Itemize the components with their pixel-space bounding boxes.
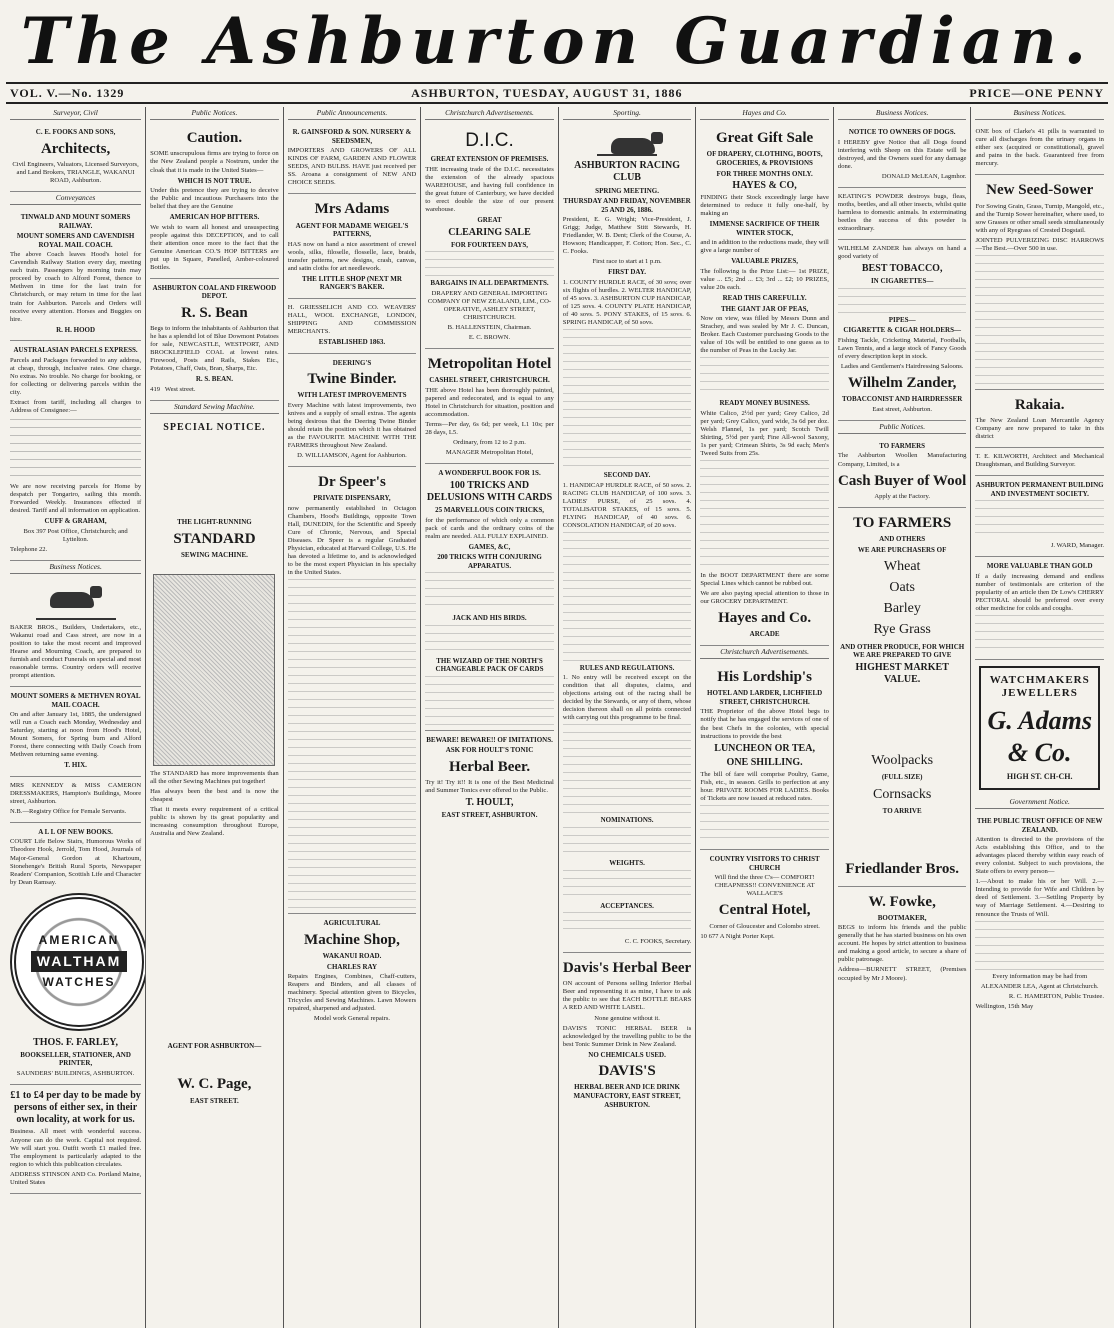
hop-bitters-caution-ad bbox=[150, 123, 279, 279]
ad-address: Address—BURNETT STREET, (Premises occupied by Mr J Moore). bbox=[837, 966, 967, 982]
ad-brand: DEERING'S bbox=[332, 358, 372, 367]
great-gift-sale-ad bbox=[700, 123, 829, 646]
issue-date: ASHBURTON, TUESDAY, AUGUST 31, 1886 bbox=[411, 85, 683, 100]
ad-trade: BOOTMAKER, bbox=[877, 913, 927, 922]
column-heading: Business Notices. bbox=[838, 107, 967, 120]
ad-body: BAKER BROS., Builders, Undertakers, etc., Wakanui road and Cass street, are now in a position to take the most recent and improved Hearse and Mourning Coach, are prepared to furnish and conduct Funerals on special and most reasonable terms. Country orders will receive prompt attention. bbox=[10, 623, 142, 679]
ad-no-chemicals: NO CHEMICALS USED. bbox=[588, 1050, 666, 1059]
ad-sacrifice: IMMENSE SACRIFICE OF THEIR WINTER STOCK, bbox=[709, 220, 820, 237]
ad-signature: R. S. BEAN. bbox=[195, 375, 233, 384]
waltham-watch-engraving bbox=[10, 893, 145, 1031]
ad-signature: D. WILLIAMSON, Agent for Ashburton. bbox=[297, 452, 407, 460]
ad-title: TINWALD AND MOUNT SOMERS RAILWAY. bbox=[20, 213, 131, 230]
ad-title: TO FARMERS bbox=[879, 441, 926, 450]
ad-footer: Model work General repairs. bbox=[313, 1015, 391, 1023]
ad-title: BOOKSELLER, STATIONER, AND PRINTER, bbox=[20, 1050, 131, 1068]
ad-subtitle: SPRING MEETING. bbox=[595, 186, 659, 195]
rakaia-ad bbox=[975, 390, 1104, 448]
section-heading: Business Notices. bbox=[10, 561, 141, 574]
twine-binder-ad bbox=[288, 354, 417, 468]
ad-wheat: Wheat bbox=[883, 559, 921, 575]
ad-body: KEATING'S POWDER destroys bugs, fleas, moths, beetles, and all other insects, whilst quite harmless to domestic animals. In exterminating beetles the success of this powder is extraordinary. bbox=[837, 192, 967, 232]
central-hotel-ad bbox=[700, 850, 829, 947]
masthead bbox=[6, 4, 1108, 80]
ad-read-carefully: READ THIS CAREFULLY. bbox=[722, 294, 807, 303]
ad-product: SEWING MACHINE. bbox=[180, 551, 248, 560]
ad-signature: ADDRESS STINSON AND Co. Portland Maine, United States bbox=[10, 1170, 142, 1186]
ad-body: THE increasing trade of the D.I.C. necessitates the extension of the already spacious WAREHOUSE, and having full confidence in the great future of Canterbury, we have decided to erect double the size of our present warehouse. bbox=[425, 165, 554, 213]
fowke-bootmaker-ad bbox=[838, 887, 967, 989]
acceptances-heading: ACCEPTANCES. bbox=[600, 901, 654, 910]
cherry-pectoral-ad bbox=[975, 557, 1104, 660]
ad-ready-money: READY MONEY BUSINESS. bbox=[719, 399, 810, 408]
ad-games: GAMES, &C, bbox=[468, 542, 511, 551]
ad-address: HIGH ST. CH-CH. bbox=[1006, 772, 1073, 782]
ad-wizard: THE WIZARD OF THE NORTH'S CHANGEABLE PACK OF CARDS bbox=[435, 656, 544, 674]
ad-dateline: Wellington, 15th May bbox=[975, 1002, 1034, 1010]
price: PRICE—ONE PENNY bbox=[969, 85, 1104, 100]
ad-hotel-name: Central Hotel, bbox=[718, 902, 811, 919]
ad-harrows: JOINTED PULVERIZING DISC HARROWS—The Best.—Over 500 in use. bbox=[975, 236, 1104, 252]
tariff-table bbox=[10, 419, 141, 479]
ad-body-2: Under this pretence they are trying to deceive the Public and incautious Purchasers into the belief that they are the Genuine bbox=[150, 187, 279, 211]
ad-woolpacks: Woolpacks bbox=[871, 752, 934, 768]
ad-signature: C. C. FOOKS, Secretary. bbox=[624, 938, 692, 946]
ad-list: 1.—About to make his or her Will. 2.—Intending to provide for Wife and Children by deed of Settlement. 3.—Settling Property by way of Marriage Settlement. 4.—Desiring to renounce the Trusts of Will. bbox=[975, 878, 1104, 918]
ad-body-3: We wish to warn all honest and unsuspecting people against this DECEPTION, and to call their attention once more to the fact that the Genuine American CO.'S HOP BITTERS are put up in Square, Panelled, Amber-coloured Bottles. bbox=[150, 223, 279, 271]
parcels-express-ad bbox=[10, 341, 141, 561]
ad-body: The STANDARD has more improvements than all the other Sewing Machines put together! bbox=[150, 769, 279, 785]
watch-text-top: AMERICAN bbox=[38, 933, 120, 948]
ad-footer: THE LITTLE SHOP (NEXT MR RANGER'S BAKER. bbox=[302, 274, 402, 292]
tariff-note: We are now receiving parcels for Home by despatch per Tongariro, sailing this month. Forwarded Weekly. Insurances effected if desired. Tariff and all information on application. bbox=[10, 482, 142, 514]
ad-subtitle: WAKANUI ROAD. bbox=[322, 952, 382, 961]
ad-prizes: The following is the Prize List:— 1st PRIZE, value ... £5; 2nd ... £3; 3rd ... £2; 10 PRIZES, value 20s each. bbox=[700, 267, 829, 292]
ad-rye-grass: Rye Grass bbox=[873, 622, 931, 638]
ad-fishing: Fishing Tackle, Cricketing Material, Footballs, Lawn Tennis, and a large stock of Fancy Goods of every description kept in stock. bbox=[837, 336, 967, 360]
ad-genuine: None genuine without it. bbox=[594, 1014, 660, 1022]
ad-body: now permanently established in Octagon Chambers, Hood's Buildings, opposite Town Hall, DUNEDIN, for the Scientific and Speedy Cure of Chronic, Nervous, and Special Diseases. Dr Speer is a regular Graduated Physician, educated at Harvard College, U.S. He has devoted a lifetime to, and is acknowledged to be the most expert Physician in his specialty in the United States. bbox=[287, 504, 417, 577]
ad-prefix: AGRICULTURAL bbox=[323, 919, 381, 928]
nominations-heading: NOMINATIONS. bbox=[600, 816, 654, 825]
ad-purchasers: WE ARE PURCHASERS OF bbox=[857, 545, 947, 554]
ad-name: W. Fowke, bbox=[868, 893, 936, 910]
ad-emphasis: WHICH IS NOT TRUE. bbox=[177, 176, 252, 185]
ad-cornsacks: Cornsacks bbox=[873, 786, 932, 802]
ad-intro: WILHELM ZANDER has always on hand a good variety of bbox=[837, 244, 967, 261]
keatings-powder-ad bbox=[838, 188, 967, 240]
column-heading: Sporting. bbox=[563, 107, 692, 120]
ad-signature: J. WARD, Manager. bbox=[1050, 542, 1104, 550]
ad-body-2: and in addition to the reductions made, they will give a large number of bbox=[700, 239, 829, 255]
methven-coach-ad bbox=[10, 687, 141, 777]
ad-title: SPECIAL NOTICE. bbox=[163, 422, 266, 434]
ad-body: H. GRIESSELICH AND CO. WEAVERS' HALL, WOOL EXCHANGE, LONDON, SHIPPING AND COMMISSION MERCHANTS. bbox=[287, 303, 417, 335]
ad-beware: BEWARE! BEWARE!! OF IMITATIONS. bbox=[426, 735, 553, 744]
ad-body: I HEREBY give Notice that all Dogs found interfering with Sheep on this Estate will be destroyed, and the Owners sued for any damage done. bbox=[837, 138, 967, 170]
section-heading: Public Notices. bbox=[838, 421, 967, 434]
ad-body: Begs to inform the inhabitants of Ashburton that he has a splendid lot of Blue Dowmont Potatoes for sale, NEWCASTLE, WESTPORT, AND BROCKLEFIELD COAL at lowest rates. Firewood, Posts and Rails, Stakes Etc., Potatoes, Chaff, Oats, Bran, Sharps, Etc. bbox=[150, 325, 279, 373]
ad-apply: Apply at the Factory. bbox=[874, 492, 930, 500]
ad-valuable: VALUABLE PRIZES, bbox=[731, 257, 798, 266]
column-heading: Hayes and Co. bbox=[700, 107, 829, 120]
ad-signature: Friedlander Bros. bbox=[845, 861, 959, 878]
second-day-races: 1. HANDICAP HURDLE RACE, of 50 sovs. 2. RACING CLUB HANDICAP, of 100 sovs. 3. LADIES' PURSE, of 25 sovs. 4. TOTALISATOR STAKES, of 15 sovs. 5. FLYING HANDICAP, of 40 sovs. 6. CONSOLATION HANDICAP, of 20 sovs. bbox=[562, 481, 692, 529]
column-heading: Christchurch Advertisements. bbox=[425, 107, 554, 120]
ad-name: Wilhelm Zander, bbox=[847, 374, 957, 391]
column-heading: Surveyor, Civil bbox=[10, 107, 141, 120]
ad-title: Great Gift Sale bbox=[716, 130, 814, 147]
ad-subtitle: CASHEL STREET, CHRISTCHURCH. bbox=[429, 376, 550, 385]
ad-chairman: B. HALLENSTEIN, Chairman. bbox=[447, 323, 532, 331]
ad-address: SAUNDERS' BUILDINGS, ASHBURTON. bbox=[16, 1069, 135, 1077]
ad-title: AUSTRALASIAN PARCELS EXPRESS. bbox=[13, 346, 138, 355]
gainsford-seeds-ad bbox=[288, 123, 417, 194]
ad-body: SOME unscrupulous firms are trying to force on the New Zealand people a Nostrum, under the cloak that it is made in the United States— bbox=[150, 150, 279, 174]
first-day-races: 1. COUNTY HURDLE RACE, of 30 sovs; over six flights of hurdles. 2. WELTER HANDICAP, of 45 sovs. 3. ASHBURTON CUP HANDICAP, of 125 sovs. 4. COUNTY PLATE HANDICAP, of 40 sovs. 5. PONY STAKES, of 15 sovs. 6. SPRING HANDICAP, of 50 sovs. bbox=[562, 278, 692, 326]
ad-jack: JACK AND HIS BIRDS. bbox=[452, 614, 527, 623]
ad-subtitle: HOTEL AND LARDER, LICHFIELD STREET, CHRISTCHURCH. bbox=[707, 689, 823, 706]
produce-ad bbox=[838, 508, 967, 887]
ad-title: TO FARMERS bbox=[853, 514, 952, 531]
ad-signature: Hayes and Co. bbox=[718, 610, 812, 627]
ad-title: R. GAINSFORD & SON. NURSERY & SEEDSMEN, bbox=[292, 128, 412, 145]
racing-club-ad bbox=[563, 123, 692, 953]
ad-jar-body: Now on view, was filled by Messrs Dunn and Strachey, and was sealed by Mr J. C. Duncan, Broker. Each Customer purchasing Goods to the value of 10s will be entitled to one guess as to the number of Peas in the Lucky Jar. bbox=[700, 315, 829, 355]
ad-terms: Terms—Per day, 6s 6d; per week, L1 10s; per 28 days, L5. bbox=[425, 420, 554, 436]
column-7 bbox=[833, 107, 971, 1328]
ad-body: The Ashburton Woollen Manufacturing Company, Limited, is a bbox=[837, 452, 967, 468]
zander-tobacco-ad bbox=[838, 240, 967, 421]
ad-title: Machine Shop, bbox=[304, 931, 400, 948]
ad-hairdressing: Ladies and Gentlemen's Hairdressing Saloons. bbox=[840, 362, 964, 370]
ad-conjuring: 200 TRICKS WITH CONJURING APPARATUS. bbox=[437, 553, 542, 570]
ad-title: ASHBURTON COAL AND FIREWOOD DEPOT. bbox=[152, 283, 277, 301]
ad-to-arrive: TO ARRIVE bbox=[882, 806, 922, 815]
dateline bbox=[6, 82, 1108, 104]
adams-jewellers-ad bbox=[979, 666, 1100, 790]
ad-title: ASHBURTON RACING CLUB bbox=[574, 160, 680, 184]
ad-body: ON account of Persons selling Inferior Herbal Beer and representing it as mine, I have to ask the public to see that EACH BOTTLE BEARS A RED AND WHITE LABEL. bbox=[562, 980, 692, 1012]
ad-address: Box 397 Post Office, Christchurch; and Lyttelton. bbox=[23, 527, 128, 543]
ad-body: MRS KENNEDY & MISS CAMERON DRESSMAKERS, Hampton's Buildings, Moore street, Ashburton. bbox=[10, 781, 142, 805]
ad-body-2: Has always been the best and is now the cheapest bbox=[150, 787, 279, 803]
ad-great: GREAT bbox=[477, 216, 502, 225]
column-6 bbox=[695, 107, 833, 1328]
rules-body: 1. No entry will be received except on the condition that all disputes, claims, and objections arising out of the racing shall be decided by the Stewards, or any of them, whose decision thereon shall on all points connected with carrying out this programme to be final. bbox=[562, 674, 692, 722]
ad-body: THE above Hotel has been thoroughly painted, papered and redecorated, and is equal to any Hotel in Christchurch for situation, position and accommodation. bbox=[425, 386, 554, 418]
ad-period: FOR THREE MONTHS ONLY. bbox=[716, 169, 813, 178]
mrs-adams-ad bbox=[288, 194, 417, 299]
ad-subtitle: AGENT FOR MADAME WEIGEL'S PATTERNS, bbox=[295, 221, 409, 239]
ad-first-race: First race to start at 1 p.m. bbox=[592, 258, 662, 266]
ad-subtitle: THE LIGHT-RUNNING bbox=[177, 518, 252, 527]
ad-title: Rakaia. bbox=[1014, 396, 1065, 413]
ad-clearing: CLEARING SALE bbox=[448, 226, 531, 238]
ad-full-size: (FULL SIZE) bbox=[881, 773, 923, 782]
baker-bros-ad bbox=[10, 577, 141, 687]
ad-address: Corner of Gloucester and Colombo street. bbox=[709, 922, 820, 930]
ad-subtitle: WITH LATEST IMPROVEMENTS bbox=[297, 391, 407, 400]
ad-title: Caution. bbox=[186, 130, 243, 147]
column-heading: Public Announcements. bbox=[288, 107, 417, 120]
dogs-notice-ad bbox=[838, 123, 967, 188]
ad-ordinary: Ordinary, from 12 to 2 p.m. bbox=[453, 439, 526, 447]
ad-signature: T. HOULT, bbox=[465, 797, 514, 809]
ad-title: COUNTRY VISITORS TO CHRIST CHURCH bbox=[709, 855, 820, 872]
ad-grocery: We are also paying special attention to those in our GROCERY DEPARTMENT. bbox=[700, 590, 829, 606]
ad-body: The New Zealand Loan Mercantile Agency Company are now prepared to take in this district bbox=[975, 417, 1104, 441]
ad-signature: R. H. HOOD bbox=[56, 325, 96, 334]
ad-title: A L L OF NEW BOOKS. bbox=[38, 827, 113, 836]
ad-apply: Every information may be had from bbox=[992, 972, 1088, 980]
section-heading: Standard Sewing Machine. bbox=[150, 401, 279, 414]
ad-other-produce: AND OTHER PRODUCE, FOR WHICH WE ARE PREPARED TO GIVE bbox=[840, 642, 965, 660]
watch-text-mid: WALTHAM bbox=[31, 951, 128, 972]
ad-body-continued bbox=[288, 579, 417, 909]
ad-name: HAYES & CO, bbox=[732, 180, 797, 192]
ad-body: Repairs Engines, Combines, Chaff-cutters, Reapers and Binders, and all classes of machinery. Special attention given to Bicycles, Tricycles and Sewing Machines. Lawn Mowers repaired, sharpened and adjusted. bbox=[287, 973, 417, 1013]
ad-body: For Sowing Grain, Grass, Turnip, Mangold, etc., and the Turnip Sower hereinafter, where used, to sow Grasses or other small seeds simultaneously with any of Ryegrass of Crested Dogstail. bbox=[975, 202, 1104, 234]
ad-title: Davis's Herbal Beer bbox=[562, 960, 692, 977]
dr-speer-ad bbox=[288, 467, 417, 914]
ad-body: COURT Life Below Stairs, Humorous Works of Theodore Hook, Jerrold, Tom Hood, Journals of Major-General Gordon at Khartoum, Stonehenge's British Rural Sports, Newspaper Readers' Companion, Scottish Life and Character by Dean Ramsay. bbox=[10, 838, 142, 886]
ad-body: Every Machine with latest improvements, two knives and a supply of small extras. The agents being desirous that the Deering Twine Binder should retain the position which it has obtained as the FAVOURITE MACHINE WITH THE FARMERS throughout New Zealand. bbox=[287, 401, 417, 450]
ad-body: for the performance of which only a common pack of cards and the ordinary coins of the realm are needed. ALL FULLY EXPLAINED. bbox=[425, 516, 554, 540]
agent-street: EAST STREET. bbox=[190, 1096, 239, 1105]
ad-body: On and after January 1st, 1885, the undersigned will run a Coach each Monday, Wednesday and Saturday, starting at noon from Hood's Hotel, Mount Somers, for Spring burn and Alford Forest, there connecting with Daily Coach from Methven returning same evening. bbox=[10, 711, 142, 759]
seed-sower-ad bbox=[975, 175, 1104, 389]
ad-title: MOUNT SOMERS & METHVEN ROYAL MAIL COACH. bbox=[10, 692, 141, 709]
ad-signature: T. HIX. bbox=[64, 761, 87, 770]
ad-logo: G. Adams & Co. bbox=[987, 705, 1092, 767]
ad-trade: TOBACCONIST AND HAIRDRESSER bbox=[841, 395, 963, 404]
ad-body: ONE box of Clarke's 41 pills is warranted to cure all discharges from the urinary organs in either sex (acquired or constitutional), gravel and pains in the back. Guaranteed free from mercury. bbox=[975, 128, 1104, 168]
kilworth-ad bbox=[975, 448, 1104, 476]
coach-ad bbox=[10, 208, 141, 341]
section-heading: Christchurch Advertisements. bbox=[700, 646, 829, 659]
clarkes-pills-ad bbox=[975, 123, 1104, 175]
sewing-machine-engraving bbox=[153, 574, 275, 766]
ad-body-2: Extract from tariff, including all charges to Address of Consignee:— bbox=[10, 398, 142, 414]
ad-pipes: PIPES— bbox=[888, 315, 916, 324]
ad-boot-dept: In the BOOT DEPARTMENT there are some Special Lines which cannot be rubbed out. bbox=[700, 572, 829, 588]
hearse-engraving bbox=[36, 584, 116, 620]
griesselich-ad bbox=[288, 299, 417, 354]
ad-subtitle: PRIVATE DISPENSARY, bbox=[313, 494, 391, 503]
ad-body-3: That it meets every requirement of a critical public is shown by its great popularity and increasing consumption throughout Europe, Australia and New Zealand. bbox=[150, 805, 279, 837]
ad-body: Attention is directed to the provisions of the Acts establishing this Office, and to the advantages placed thereby within easy reach of every colonist. Subject to such provisions, the State offers to every person— bbox=[975, 836, 1104, 876]
ad-title: Metropolitan Hotel bbox=[427, 356, 552, 372]
building-society-ad bbox=[975, 476, 1104, 557]
ad-footer-trade: HERBAL BEER AND ICE DRINK MANUFACTORY, EAST STREET, ASHBURTON. bbox=[573, 1083, 681, 1109]
column-2 bbox=[145, 107, 283, 1328]
ad-title: D.I.C. bbox=[465, 130, 514, 152]
ad-giant-jar: THE GIANT JAR OF PEAS, bbox=[720, 304, 809, 313]
ad-note: N.B.—Registry Office for Female Servants. bbox=[10, 807, 127, 815]
ad-title: A WONDERFUL BOOK FOR 1S. bbox=[438, 469, 541, 478]
ad-tricks: 100 TRICKS AND DELUSIONS WITH CARDS bbox=[426, 479, 553, 503]
metropolitan-hotel-ad bbox=[425, 349, 554, 464]
ad-and-others: AND OTHERS bbox=[879, 535, 926, 544]
agent-label: AGENT FOR ASHBURTON— bbox=[167, 1041, 262, 1050]
ad-agent: ALEXANDER LEA, Agent at Christchurch. bbox=[980, 982, 1099, 990]
ad-body: IMPORTERS AND GROWERS OF ALL KINDS OF FARM, GARDEN AND FLOWER SEEDS, AND BULBS. HAVE just received per SS. Aroana a consignment of NEW AND CHOICE SEEDS. bbox=[287, 147, 417, 187]
ad-title: Dr Speer's bbox=[318, 474, 386, 491]
wonderful-book-ad bbox=[425, 464, 554, 731]
ad-footer bbox=[150, 386, 279, 394]
column-4 bbox=[420, 107, 558, 1328]
ad-body: BEGS to inform his friends and the public generally that he has started business on his own account. He hopes by strict attention to business and making a good article, to secure a share of public patronage. bbox=[837, 924, 967, 964]
ad-address: EAST STREET, ASHBURTON. bbox=[441, 811, 538, 820]
ad-title: THE PUBLIC TRUST OFFICE OF NEW ZEALAND. bbox=[976, 817, 1103, 834]
ad-subtitle: OF DRAPERY, CLOTHING, BOOTS, GROCERIES, & PROVISIONS bbox=[706, 150, 823, 167]
ad-subtitle: GREAT EXTENSION OF PREMISES. bbox=[430, 155, 549, 164]
column-8 bbox=[970, 107, 1108, 1328]
ad-period: FOR FOURTEEN DAYS, bbox=[450, 240, 529, 249]
woollen-company-ad bbox=[838, 437, 967, 508]
ad-title: Herbal Beer. bbox=[448, 758, 531, 775]
ad-street: West street. bbox=[164, 385, 196, 393]
ad-title: Twine Binder. bbox=[307, 371, 397, 388]
ad-signature: R. C. HAMERTON, Public Trustee. bbox=[1008, 992, 1104, 1000]
ad-ask: ASK FOR HOULT'S TONIC bbox=[445, 746, 534, 755]
ad-signature: DONALD McLEAN, Lagmhor. bbox=[881, 172, 967, 180]
ad-company: DRAPERY AND GENERAL IMPORTING COMPANY OF NEW ZEALAND, LIM., CO-OPERATIVE, ASHLEY STREET, CHRISTCHURCH. bbox=[427, 289, 552, 321]
columns bbox=[6, 107, 1108, 1328]
column-heading: Business Notices. bbox=[975, 107, 1104, 120]
ad-coin-tricks: 25 MARVELLOUS COIN TRICKS, bbox=[435, 505, 544, 514]
ad-oats: Oats bbox=[889, 580, 915, 596]
ad-body: Parcels and Packages forwarded to any address, at cheap, through, inclusive rates. One charge. No extras. No trouble. No charge for booking, or for collecting or delivering parcels within the city. bbox=[10, 356, 142, 396]
ad-body-2: The bill of fare will comprise Poultry, Game, Fish, etc., in season. Grills to perfection at any hour. PRIVATE ROOMS FOR LADIES. Books of Tickets are now issued at reduced rates. bbox=[700, 770, 829, 803]
dic-ad bbox=[425, 123, 554, 349]
ad-name: R. S. Bean bbox=[181, 304, 248, 321]
column-3 bbox=[283, 107, 421, 1328]
ad-body: Will find the three C's— COMFORT! CHEAPNESS!! CONVENIENCE AT WALLACE'S bbox=[714, 874, 815, 898]
public-trust-ad bbox=[975, 812, 1104, 1017]
ad-body: Try it! Try it!! It is one of the Best Medicinal and Summer Tonics ever offered to the Public. bbox=[425, 779, 554, 795]
column-heading: Public Notices. bbox=[150, 107, 279, 120]
ad-number: 419 bbox=[150, 385, 161, 393]
ad-one-shilling: ONE SHILLING. bbox=[726, 756, 803, 768]
hoult-herbal-ad bbox=[425, 731, 554, 826]
new-books-ad bbox=[10, 823, 141, 1085]
rules-heading: RULES AND REGULATIONS. bbox=[579, 663, 675, 672]
ad-arcade: ARCADE bbox=[749, 630, 780, 639]
ad-name: C. E. FOOKS AND SONS, bbox=[35, 128, 116, 137]
ad-body: THE Proprietor of the above Hotel begs to notify that he has engaged the services of one of the best Chefs in the colonies, with special instructions to provide the best bbox=[700, 708, 829, 740]
ad-title: NOTICE TO OWNERS OF DOGS. bbox=[848, 128, 956, 137]
ad-title: BEST TOBACCO, bbox=[861, 263, 943, 275]
weights-heading: WEIGHTS. bbox=[609, 858, 645, 867]
ad-subtitle: MOUNT SOMERS AND CAVENDISH ROYAL MAIL COACH. bbox=[16, 232, 135, 249]
ad-highest: HIGHEST MARKET VALUE. bbox=[855, 661, 949, 685]
ad-watchmakers: WATCHMAKERS bbox=[989, 674, 1090, 687]
ad-holders: CIGARETTE & CIGAR HOLDERS— bbox=[843, 326, 961, 335]
ad-name: CHARLES RAY bbox=[326, 962, 378, 971]
machine-shop-ad bbox=[288, 914, 417, 1029]
second-day-heading: SECOND DAY. bbox=[603, 471, 651, 480]
davis-herbal-ad bbox=[563, 953, 692, 1115]
ad-title: His Lordship's bbox=[717, 669, 812, 686]
column-1 bbox=[6, 107, 145, 1328]
ad-jewellers: JEWELLERS bbox=[1001, 687, 1078, 700]
ad-telephone: Telephone 22. bbox=[10, 545, 48, 553]
ad-bargain-list: White Calico, 2½d per yard; Grey Calico, 2d per yard; Grey Calico, yard wide, 3s 6d per doz. Welsh Flannel, 1s per yard; Scotch Twill Shirting, 5½d per yard; Fine All-wool Saxony, 1s per yard; Crimean Shirts, 3s 9d each; Men's Tweed Suits from 25s. bbox=[700, 409, 829, 457]
ad-body: FINDING their Stock exceedingly large have determined to reduce it fully one-half, by making an bbox=[700, 194, 829, 218]
ad-tonic: DAVIS'S TONIC HERBAL BEER is acknowledged by the travelling public to be the best Tonic Summer Drink in New Zealand. bbox=[562, 1024, 692, 1048]
ad-body: T. E. KILWORTH, Architect and Mechanical Draughtsman, and Building Surveyor. bbox=[975, 453, 1104, 469]
ad-signature: MANAGER Metropolitan Hotel, bbox=[445, 449, 534, 457]
ad-headline: £1 to £4 per day to be made by persons of either sex, in their own locality, at work for us. bbox=[10, 1089, 141, 1126]
ad-cigarettes: IN CIGARETTES— bbox=[870, 277, 934, 286]
ad-barley: Barley bbox=[883, 601, 921, 617]
dressmakers-ad bbox=[10, 777, 141, 823]
standard-sewing-ad bbox=[150, 417, 279, 1111]
ad-address: East street, Ashburton. bbox=[872, 405, 933, 413]
ad-dates: THURSDAY AND FRIDAY, NOVEMBER 25 AND 26, 1886. bbox=[563, 197, 691, 214]
ad-body: The above Coach leaves Hood's hotel for Cavendish Railway Station every day, meeting each train. Passengers by morning train may proceed by coach to Alford Forest, thence to Methven in time for the last train for Christchurch, or may return in time for the last train for Ashburton. Parcels and Orders will receive every attention. Horses and Buggies on hire. bbox=[10, 251, 142, 323]
ad-body: Civil Engineers, Valuators, Licensed Surveyors, and Land Brokers, TRIANGLE, WAKANUI ROAD, Ashburton. bbox=[12, 160, 139, 185]
racehorse-engraving bbox=[597, 130, 657, 156]
coal-depot-ad bbox=[150, 279, 279, 401]
ad-title: Architects, bbox=[40, 140, 111, 157]
section-heading: Government Notice. bbox=[975, 796, 1104, 809]
ad-body: Business. All meet with wonderful success. Anyone can do the work. Capital not required. We will start you. Outfit worth £1 mailed free. The employment is particularly adapted to the region to which this publication circulates. bbox=[10, 1128, 142, 1168]
ad-officials: President, E. G. Wright; Vice-President, J. Grigg; Judge, Matthew Stitt Stewards, H. Friedlander, W. B. Dent; Clerk of the Course, A. Howson; Handicapper, F. Cotton; Hon. Sec., C. C. Fooks. bbox=[562, 216, 692, 256]
ad-title: ASHBURTON PERMANENT BUILDING AND INVESTMENT SOCIETY. bbox=[975, 481, 1104, 498]
masthead-title: The Ashburton Guardian. bbox=[20, 4, 1094, 79]
ad-footer: 10 677 A Night Porter Kept. bbox=[700, 932, 775, 940]
ad-manager: E. C. BROWN. bbox=[468, 333, 511, 341]
first-day-heading: FIRST DAY. bbox=[608, 268, 646, 277]
ad-body: HAS now on hand a nice assortment of crewel wools, silks, filoselle, flosselle, lace, braids, transfer patterns, new designs, crash, canvas, and satin cloths for art needlework. bbox=[287, 240, 417, 272]
fooks-architects-ad bbox=[10, 123, 141, 192]
ad-bargains: BARGAINS IN ALL DEPARTMENTS. bbox=[430, 279, 549, 288]
ad-name: THOS. F. FARLEY, bbox=[33, 1036, 119, 1048]
ad-brand: AMERICAN HOP BITTERS. bbox=[169, 213, 260, 222]
ad-title: New Seed-Sower bbox=[986, 182, 1094, 199]
ad-brand: STANDARD bbox=[173, 530, 256, 547]
ad-cash-buyer: Cash Buyer of Wool bbox=[838, 472, 967, 489]
ad-body: If a daily increasing demand and endless number of testimonials are criterion of the popularity of an article then Dr Low's CHERRY PECTORAL should be preferred over every other medicine for colds and coughs. bbox=[975, 572, 1104, 612]
ad-title: MORE VALUABLE THAN GOLD bbox=[986, 562, 1093, 571]
ad-signature: CUFF & GRAHAM, bbox=[44, 517, 107, 526]
stinson-ad bbox=[10, 1085, 141, 1194]
ad-footer-name: DAVIS'S bbox=[598, 1063, 656, 1080]
ad-luncheon: LUNCHEON OR TEA, bbox=[714, 742, 815, 754]
watch-text-bottom: WATCHES bbox=[42, 975, 116, 990]
ad-title: Mrs Adams bbox=[314, 201, 390, 218]
lordships-hotel-ad bbox=[700, 662, 829, 850]
volume-number: VOL. V.—No. 1329 bbox=[10, 85, 125, 100]
agent-name: W. C. Page, bbox=[177, 1076, 252, 1093]
ad-established: ESTABLISHED 1863. bbox=[318, 338, 386, 347]
column-5 bbox=[558, 107, 696, 1328]
section-heading: Conveyances bbox=[10, 192, 141, 205]
